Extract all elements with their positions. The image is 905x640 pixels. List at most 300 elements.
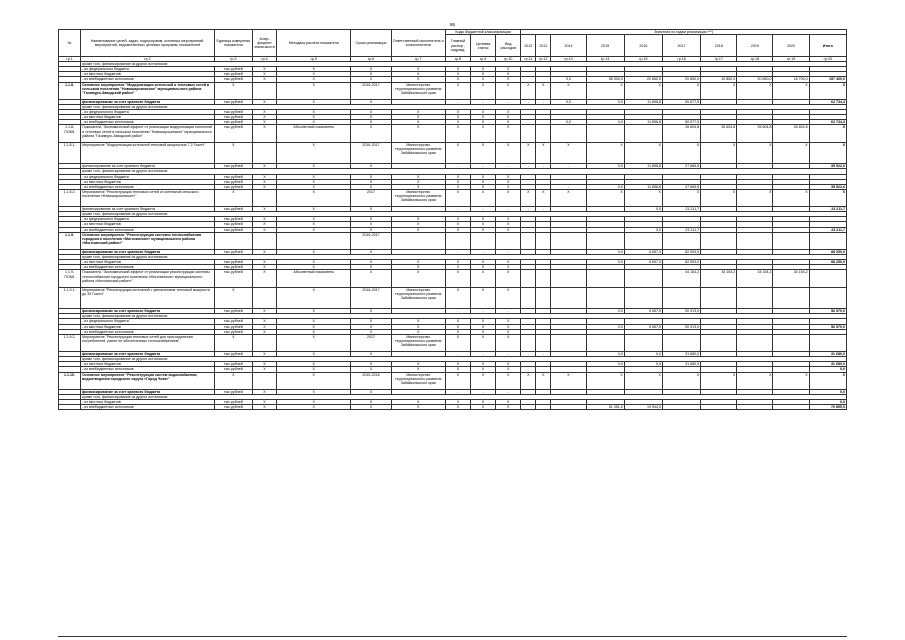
table-cell: Х bbox=[277, 82, 351, 99]
table-cell: 11 856,8 bbox=[624, 164, 662, 169]
header-method: Методика расчета показателя bbox=[277, 30, 351, 57]
header-year-2013: 2013 bbox=[536, 35, 551, 57]
table-cell: Х bbox=[351, 174, 391, 179]
table-cell: Х bbox=[471, 222, 496, 227]
table-cell: Х bbox=[445, 77, 470, 82]
table-cell bbox=[662, 287, 700, 309]
row-number-cell: 1.1.8-ПОМ1 bbox=[59, 125, 81, 142]
table-cell: 82 593,0 bbox=[662, 260, 700, 265]
table-cell bbox=[551, 270, 586, 287]
table-cell bbox=[252, 82, 276, 99]
table-cell: Х bbox=[277, 72, 351, 77]
table-cell: Х bbox=[351, 179, 391, 184]
column-number: гр.6 bbox=[351, 57, 391, 62]
table-cell: - bbox=[521, 207, 536, 212]
header-unit: Единица измерения показателя bbox=[214, 30, 252, 57]
table-cell: Х bbox=[471, 265, 496, 270]
table-cell: 5 657,0 bbox=[624, 260, 662, 265]
table-cell: 26 604,8 bbox=[701, 125, 737, 142]
table-cell: 23 211,7 bbox=[809, 227, 846, 232]
table-cell: 82 593,0 bbox=[662, 250, 700, 255]
header-year-2019: 2019 bbox=[737, 35, 773, 57]
table-cell: тыс.рублей bbox=[214, 265, 252, 270]
table-cell: Х bbox=[445, 372, 470, 389]
table-cell: Х bbox=[351, 110, 391, 115]
table-cell: Х bbox=[701, 142, 737, 164]
table-cell: Х bbox=[277, 329, 351, 334]
table-cell: Х bbox=[351, 329, 391, 334]
table-cell: Х bbox=[471, 319, 496, 324]
table-cell: Х bbox=[351, 164, 391, 169]
table-row bbox=[59, 405, 847, 410]
table-cell: Х bbox=[351, 405, 391, 410]
header-values-by-year: Значения по годам реализации ***) bbox=[521, 30, 847, 35]
table-cell: - bbox=[471, 207, 496, 212]
table-cell: Х bbox=[252, 324, 276, 329]
table-cell: Х bbox=[277, 260, 351, 265]
table-cell: Х bbox=[496, 324, 521, 329]
table-cell: Х bbox=[471, 82, 496, 99]
table-cell: 0,0 bbox=[624, 207, 662, 212]
table-cell: Х bbox=[586, 372, 624, 389]
table-cell: Министерство территориального развития Забайкальского края bbox=[391, 334, 445, 351]
table-cell bbox=[701, 334, 737, 351]
row-name-cell: - из внебюджетных источников bbox=[81, 265, 215, 270]
table-cell: Х bbox=[277, 142, 351, 164]
table-cell: Х bbox=[496, 77, 521, 82]
row-number-cell bbox=[59, 405, 81, 410]
table-cell: Х bbox=[773, 142, 809, 164]
table-cell: Х bbox=[351, 400, 391, 405]
table-cell: Х bbox=[277, 179, 351, 184]
table-cell: Х bbox=[471, 287, 496, 309]
table-cell: Х bbox=[445, 265, 470, 270]
table-cell: 51 351,0 bbox=[586, 405, 624, 410]
table-cell: - bbox=[536, 207, 551, 212]
table-cell: Х bbox=[252, 260, 276, 265]
table-row bbox=[59, 334, 847, 351]
table-cell: Х bbox=[773, 372, 809, 389]
table-cell bbox=[624, 270, 662, 287]
table-cell: Х bbox=[496, 334, 521, 351]
table-cell: Х bbox=[445, 125, 470, 142]
table-cell: Х bbox=[445, 174, 470, 179]
table-cell: - bbox=[445, 389, 470, 394]
table-cell: Х bbox=[277, 184, 351, 189]
table-cell: Х bbox=[662, 82, 700, 99]
row-name-cell: - из внебюджетных источников bbox=[81, 77, 215, 82]
table-cell: 0,0 bbox=[551, 99, 586, 104]
table-cell: - bbox=[496, 352, 521, 357]
table-cell: 20 850,0 bbox=[737, 77, 773, 82]
table-cell: 0,0 bbox=[624, 362, 662, 367]
table-cell: Х bbox=[252, 250, 276, 255]
row-name-cell: Основное мероприятие "Модернизация котельной и тепловых сетей в сельском поселении "Новоширокинское" муниципального района "Газимуро-Заводский район" bbox=[81, 82, 215, 99]
table-cell: 31 680,0 bbox=[809, 362, 846, 367]
table-cell bbox=[773, 232, 809, 249]
table-cell: Х bbox=[351, 367, 391, 372]
table-cell bbox=[662, 232, 700, 249]
table-cell bbox=[536, 270, 551, 287]
table-cell bbox=[214, 232, 252, 249]
table-cell: Х bbox=[496, 110, 521, 115]
table-cell: Министерство территориального развития Забайкальского края bbox=[391, 82, 445, 99]
table-cell: Х bbox=[391, 227, 445, 232]
table-cell: Х bbox=[351, 265, 391, 270]
row-name-cell: - из местных бюджетов bbox=[81, 179, 215, 184]
table-cell: Х bbox=[521, 82, 536, 99]
table-cell: Х bbox=[391, 67, 445, 72]
table-row bbox=[59, 82, 847, 99]
table-cell: Х bbox=[252, 125, 276, 142]
column-number: гр.14 bbox=[586, 57, 624, 62]
table-cell: Х bbox=[496, 217, 521, 222]
row-name-cell: финансирование за счет краевого бюджета bbox=[81, 309, 215, 314]
row-name-cell: - из федерального бюджета bbox=[81, 67, 215, 72]
table-cell: 23 211,7 bbox=[662, 207, 700, 212]
table-cell: Х bbox=[277, 352, 351, 357]
table-cell: Х bbox=[471, 362, 496, 367]
table-cell: 19 544,0 bbox=[624, 405, 662, 410]
table-cell bbox=[521, 270, 536, 287]
table-cell: Х bbox=[551, 372, 586, 389]
row-name-cell: - из местных бюджетов bbox=[81, 260, 215, 265]
table-cell: 2016-2017 bbox=[351, 82, 391, 99]
table-cell: Х bbox=[277, 265, 351, 270]
row-name-cell: Мероприятие "Реконструкция тепловых сетей для присоединения потребителей, ранее не обеспеченных теплоснабжением" bbox=[81, 334, 215, 351]
table-cell: Х bbox=[391, 125, 445, 142]
table-cell: 2017 bbox=[351, 334, 391, 351]
table-cell bbox=[252, 189, 276, 206]
table-cell bbox=[252, 142, 276, 164]
table-cell: Х bbox=[391, 324, 445, 329]
row-name-cell: - из федерального бюджета bbox=[81, 217, 215, 222]
header-vr: Вид расходов bbox=[496, 35, 521, 57]
table-cell: Х bbox=[809, 125, 846, 142]
header-coef: Коэф-фициент значи-мости bbox=[252, 30, 276, 57]
table-cell: Х bbox=[277, 217, 351, 222]
header-year-2017: 2017 bbox=[662, 35, 700, 57]
table-cell: - bbox=[445, 207, 470, 212]
table-cell: Х bbox=[536, 142, 551, 164]
table-cell: тыс.рублей bbox=[214, 405, 252, 410]
table-cell: Х bbox=[496, 67, 521, 72]
table-cell: Х bbox=[496, 372, 521, 389]
table-cell: Х bbox=[471, 367, 496, 372]
table-cell: 31 680,0 bbox=[662, 362, 700, 367]
table-cell: Х bbox=[471, 72, 496, 77]
table-cell: Х bbox=[445, 260, 470, 265]
row-number-cell: 1.1.10. bbox=[59, 372, 81, 389]
table-cell: 34 154,2 bbox=[737, 270, 773, 287]
table-cell: Х bbox=[662, 372, 700, 389]
table-cell: тыс.рублей bbox=[214, 164, 252, 169]
table-cell: Х bbox=[351, 125, 391, 142]
table-cell: Х bbox=[496, 184, 521, 189]
table-cell: Х bbox=[471, 174, 496, 179]
table-cell: Х bbox=[252, 309, 276, 314]
row-number-cell: 1.1.8.2. bbox=[59, 189, 81, 206]
table-cell: 20 850,0 bbox=[662, 77, 700, 82]
table-cell: Х bbox=[252, 270, 276, 287]
table-cell bbox=[496, 232, 521, 249]
table-cell: Х bbox=[536, 189, 551, 206]
program-table bbox=[58, 29, 847, 410]
column-number: гр.10 bbox=[496, 57, 521, 62]
table-cell: Х bbox=[277, 120, 351, 125]
table-cell: Х bbox=[445, 405, 470, 410]
table-cell bbox=[445, 232, 470, 249]
table-cell: Х bbox=[445, 329, 470, 334]
table-cell: Х bbox=[471, 184, 496, 189]
table-cell: 0,0 bbox=[551, 77, 586, 82]
table-cell: Х bbox=[277, 222, 351, 227]
table-cell: Х bbox=[391, 110, 445, 115]
table-cell: тыс.рублей bbox=[214, 115, 252, 120]
table-cell: Х bbox=[277, 189, 351, 206]
table-cell bbox=[536, 405, 551, 410]
table-cell: 11 856,8 bbox=[624, 120, 662, 125]
table-cell: Х bbox=[445, 115, 470, 120]
table-cell: Х bbox=[391, 329, 445, 334]
row-name-cell: - из федерального бюджета bbox=[81, 110, 215, 115]
table-cell: Х bbox=[496, 260, 521, 265]
table-cell: Х bbox=[391, 270, 445, 287]
table-cell: Х bbox=[737, 372, 773, 389]
table-cell: Х bbox=[496, 227, 521, 232]
table-cell: 0,0 bbox=[624, 352, 662, 357]
row-name-cell: - из местных бюджетов bbox=[81, 324, 215, 329]
column-number: гр.7 bbox=[391, 57, 445, 62]
row-number-cell: 1.1.8. bbox=[59, 82, 81, 99]
table-cell: - bbox=[521, 352, 536, 357]
table-cell: тыс.рублей bbox=[214, 99, 252, 104]
table-cell: Х bbox=[252, 110, 276, 115]
column-number: гр.20 bbox=[809, 57, 846, 62]
table-cell: Х bbox=[737, 82, 773, 99]
table-cell: Х bbox=[351, 67, 391, 72]
table-cell: Х bbox=[351, 77, 391, 82]
table-cell: Х bbox=[496, 120, 521, 125]
table-cell bbox=[551, 232, 586, 249]
table-cell: Х bbox=[496, 179, 521, 184]
table-cell: Х bbox=[351, 270, 391, 287]
table-cell: Х bbox=[252, 319, 276, 324]
table-cell: 5 657,0 bbox=[624, 324, 662, 329]
table-cell: 23 211,7 bbox=[809, 207, 846, 212]
table-cell: Х bbox=[445, 72, 470, 77]
row-number-cell: 1.1.9-ПОМ1 bbox=[59, 270, 81, 287]
table-cell: тыс.рублей bbox=[214, 324, 252, 329]
table-cell: Х bbox=[496, 362, 521, 367]
row-name-cell: - из внебюджетных источников bbox=[81, 329, 215, 334]
table-cell: Х bbox=[701, 189, 737, 206]
table-cell: Х bbox=[445, 334, 470, 351]
column-number: гр.19 bbox=[773, 57, 809, 62]
table-cell: Х bbox=[214, 372, 252, 389]
table-cell: - bbox=[496, 99, 521, 104]
table-cell bbox=[773, 405, 809, 410]
table-cell bbox=[536, 334, 551, 351]
table-cell bbox=[737, 405, 773, 410]
row-name-cell: - из местных бюджетов bbox=[81, 362, 215, 367]
table-cell: Х bbox=[214, 334, 252, 351]
table-cell bbox=[586, 334, 624, 351]
table-cell bbox=[536, 125, 551, 142]
table-cell: - bbox=[471, 389, 496, 394]
page-number: 86 bbox=[449, 22, 455, 27]
program-table-container bbox=[58, 29, 847, 410]
table-cell: 27 665,8 bbox=[662, 164, 700, 169]
column-number: гр.17 bbox=[701, 57, 737, 62]
section-note: кроме того, финансирование из других источников: bbox=[81, 212, 847, 217]
table-cell: Х bbox=[252, 207, 276, 212]
table-cell bbox=[252, 287, 276, 309]
table-cell bbox=[662, 334, 700, 351]
table-cell: тыс.рублей bbox=[214, 174, 252, 179]
table-cell: Х bbox=[391, 115, 445, 120]
column-number: гр.16 bbox=[662, 57, 700, 62]
table-cell: Х bbox=[252, 164, 276, 169]
table-row bbox=[59, 287, 847, 309]
table-cell: Х bbox=[586, 142, 624, 164]
table-cell bbox=[391, 232, 445, 249]
table-cell: Х bbox=[277, 99, 351, 104]
table-cell: тыс.рублей bbox=[214, 217, 252, 222]
table-cell: тыс.рублей bbox=[214, 260, 252, 265]
table-cell: Х bbox=[391, 260, 445, 265]
header-year-2020: 2020 bbox=[773, 35, 809, 57]
table-cell: Х bbox=[586, 189, 624, 206]
row-name-cell: финансирование за счет краевого бюджета bbox=[81, 207, 215, 212]
table-cell: - bbox=[471, 99, 496, 104]
table-header bbox=[59, 30, 847, 62]
column-number: гр.12 bbox=[536, 57, 551, 62]
table-cell: - bbox=[471, 164, 496, 169]
table-cell: Х bbox=[496, 82, 521, 99]
row-number-cell: 1.1.9. bbox=[59, 232, 81, 249]
table-cell: Х bbox=[737, 189, 773, 206]
row-name-cell: Мероприятие "Модернизация котельной тепловой мощностью 7,2 Гкал/ч" bbox=[81, 142, 215, 164]
table-cell: Х bbox=[471, 400, 496, 405]
header-year-2012: 2012 bbox=[521, 35, 536, 57]
table-cell: - bbox=[471, 250, 496, 255]
column-number: гр.1 bbox=[59, 57, 81, 62]
table-cell: 56 570,0 bbox=[809, 309, 846, 314]
table-cell: Х bbox=[521, 142, 536, 164]
table-cell: Х bbox=[351, 227, 391, 232]
table-cell: Х bbox=[471, 110, 496, 115]
table-cell: тыс.рублей bbox=[214, 400, 252, 405]
table-cell: Х bbox=[277, 164, 351, 169]
table-cell: 34 154,2 bbox=[773, 270, 809, 287]
table-cell: Х bbox=[252, 265, 276, 270]
table-cell: тыс.рублей bbox=[214, 110, 252, 115]
row-name-cell: - из местных бюджетов bbox=[81, 400, 215, 405]
row-name-cell: - из внебюджетных источников bbox=[81, 227, 215, 232]
table-cell: - bbox=[471, 309, 496, 314]
table-cell: Х bbox=[277, 334, 351, 351]
table-cell: 88 250,0 bbox=[809, 250, 846, 255]
table-cell: Министерство территориального развития Забайкальского края bbox=[391, 189, 445, 206]
table-cell: Х bbox=[214, 82, 252, 99]
table-cell: тыс.рублей bbox=[214, 367, 252, 372]
table-cell: Абсолютный показатель bbox=[277, 125, 351, 142]
table-cell: - bbox=[496, 250, 521, 255]
table-cell: Х bbox=[252, 222, 276, 227]
table-cell: Х bbox=[445, 110, 470, 115]
section-note: кроме того, финансирование из других источников: bbox=[81, 395, 847, 400]
table-cell: Х bbox=[252, 389, 276, 394]
row-name-cell: - из местных бюджетов bbox=[81, 222, 215, 227]
table-cell: тыс.рублей bbox=[214, 362, 252, 367]
table-cell: 0,0 bbox=[551, 120, 586, 125]
table-cell: Х bbox=[809, 189, 846, 206]
table-cell: - bbox=[445, 250, 470, 255]
table-cell: Х bbox=[391, 400, 445, 405]
table-cell: 20 850,0 bbox=[701, 77, 737, 82]
table-cell: Х bbox=[445, 82, 470, 99]
table-row bbox=[59, 189, 847, 206]
table-cell: Х bbox=[445, 319, 470, 324]
header-num: № bbox=[59, 30, 81, 57]
table-cell: Х bbox=[277, 174, 351, 179]
row-name-cell: финансирование за счет краевого бюджета bbox=[81, 99, 215, 104]
table-cell: Х bbox=[391, 265, 445, 270]
table-cell: 26 604,8 bbox=[662, 125, 700, 142]
table-cell: Х bbox=[391, 405, 445, 410]
table-cell: Х bbox=[277, 115, 351, 120]
table-cell: Х bbox=[773, 82, 809, 99]
table-cell: тыс.рублей bbox=[214, 184, 252, 189]
table-cell: Х bbox=[391, 77, 445, 82]
column-number: гр.3 bbox=[214, 57, 252, 62]
table-cell: Х bbox=[471, 334, 496, 351]
row-name-cell: - из местных бюджетов bbox=[81, 115, 215, 120]
table-cell: Х bbox=[551, 142, 586, 164]
table-cell: Х bbox=[445, 189, 470, 206]
table-cell: Х bbox=[277, 367, 351, 372]
table-cell: Х bbox=[351, 99, 391, 104]
table-cell: Х bbox=[471, 189, 496, 206]
table-cell: 50 877,5 bbox=[662, 120, 700, 125]
section-note: кроме того, финансирование из других источников: bbox=[81, 314, 847, 319]
row-name-cell: Мероприятие "Реконструкция котельной с увеличением тепловой мощности до 30 Гкал/ч" bbox=[81, 287, 215, 309]
table-cell: 0,0 bbox=[809, 389, 846, 394]
table-cell: 23 211,7 bbox=[662, 227, 700, 232]
table-cell: Х bbox=[773, 189, 809, 206]
table-cell: Х bbox=[624, 372, 662, 389]
table-cell: Х bbox=[445, 270, 470, 287]
table-cell: Х bbox=[391, 362, 445, 367]
table-cell: 0,0 bbox=[586, 184, 624, 189]
table-cell: Х bbox=[471, 227, 496, 232]
table-cell: Х bbox=[252, 362, 276, 367]
table-cell: - bbox=[445, 352, 470, 357]
table-cell bbox=[586, 270, 624, 287]
row-name-cell: финансирование за счет краевого бюджета bbox=[81, 389, 215, 394]
table-cell: Х bbox=[445, 222, 470, 227]
table-cell: Х bbox=[445, 367, 470, 372]
table-cell bbox=[521, 287, 536, 309]
table-cell bbox=[662, 405, 700, 410]
row-name-cell: - из внебюджетных источников bbox=[81, 120, 215, 125]
table-cell: Х bbox=[496, 222, 521, 227]
table-cell bbox=[624, 232, 662, 249]
table-cell: - bbox=[496, 207, 521, 212]
table-cell: 34 154,2 bbox=[662, 270, 700, 287]
table-cell: Х bbox=[496, 115, 521, 120]
